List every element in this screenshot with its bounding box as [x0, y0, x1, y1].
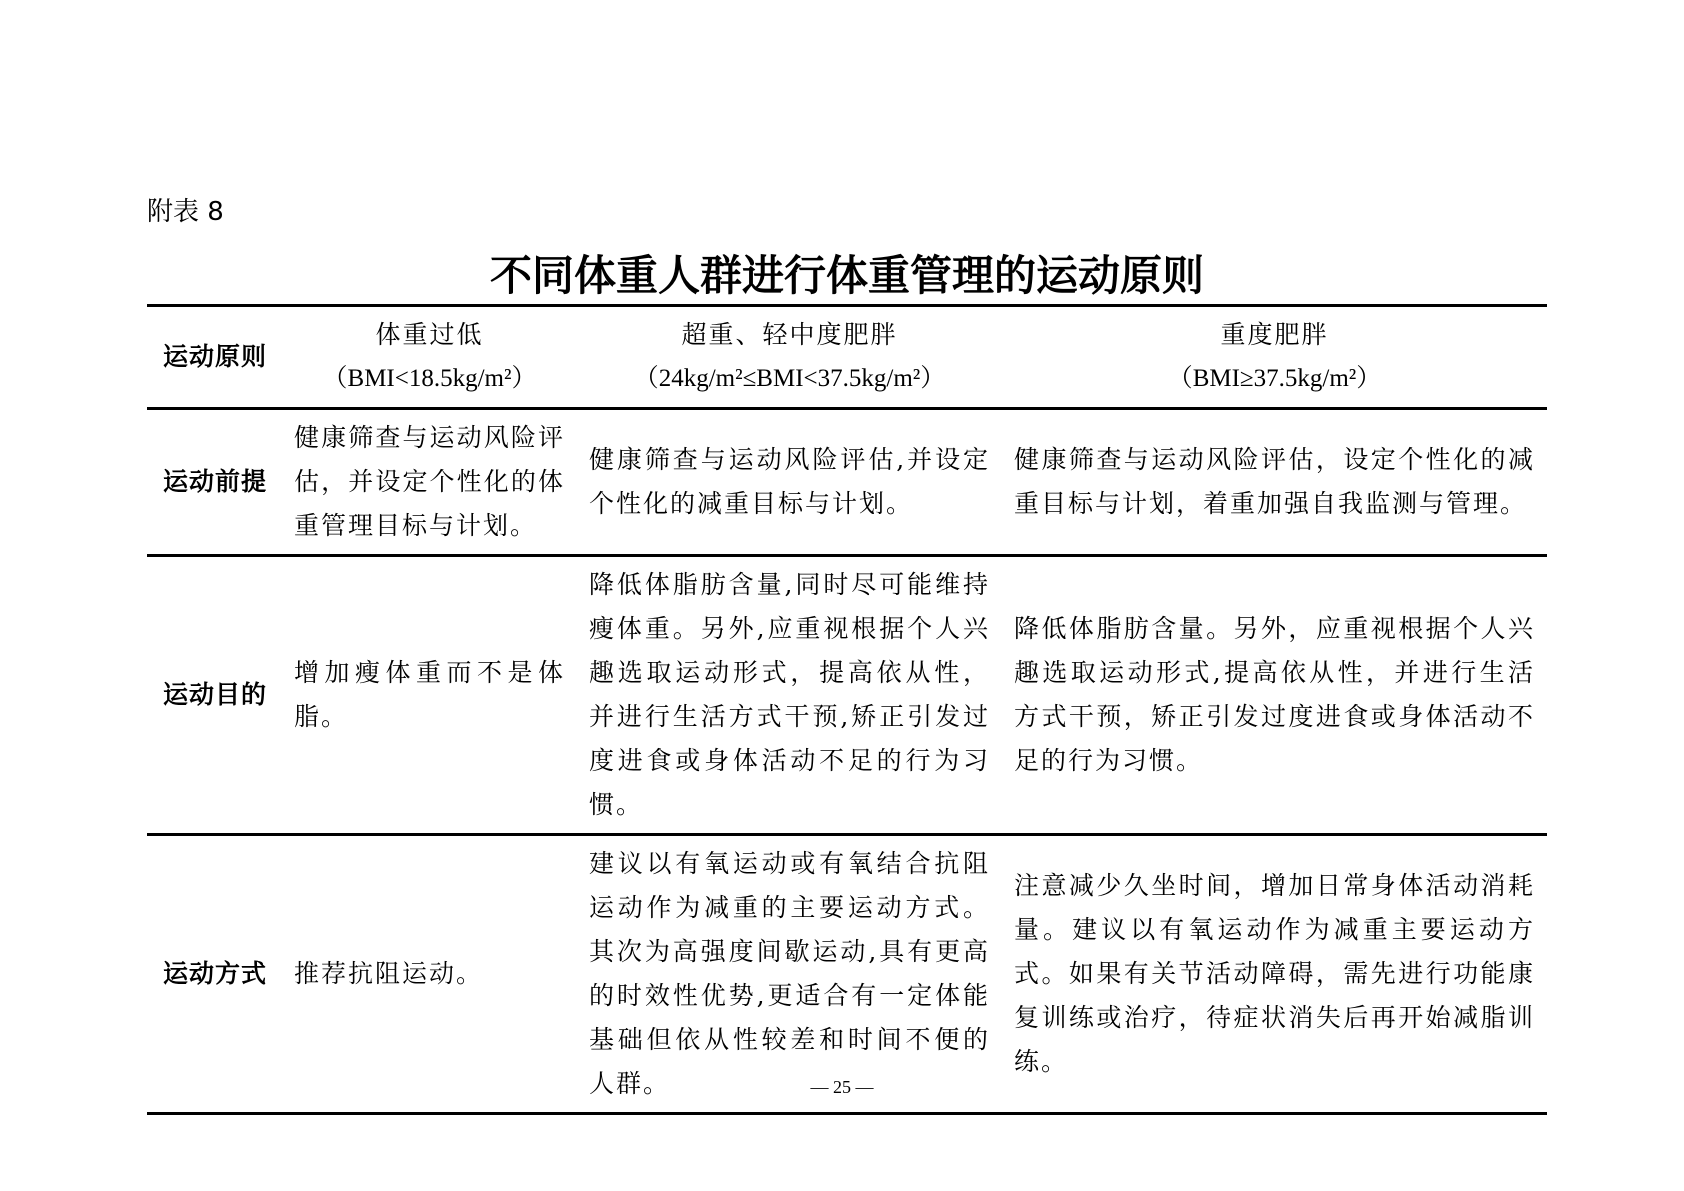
table-cell: 降低体脂肪含量。另外，应重视根据个人兴趣选取运动形式,提高依从性，并进行生活方式干预，矫正引发过度进食或身体活动不足的行为习惯。 [1002, 556, 1547, 835]
table-cell: 健康筛查与运动风险评估，并设定个性化的体重管理目标与计划。 [282, 409, 577, 556]
exercise-principles-table [147, 304, 1547, 1115]
column-header-underweight [282, 306, 577, 409]
row-label: 运动目的 [147, 556, 282, 835]
page-number: — 25 — [810, 1077, 874, 1097]
column-header-overweight [577, 306, 1002, 409]
document-title: 不同体重人群进行体重管理的运动原则 [489, 251, 1204, 300]
corner-header: 运动原则 [163, 342, 268, 371]
column-header-group: 重度肥胖 [1220, 320, 1329, 349]
column-header-group: 体重过低 [375, 320, 484, 349]
row-label: 运动方式 [147, 835, 282, 1114]
table-cell: 健康筛查与运动风险评估,并设定个性化的减重目标与计划。 [577, 409, 1002, 556]
column-header-bmi: （24kg/m²≤BMI<37.5kg/m²） [633, 365, 946, 392]
table-cell: 注意减少久坐时间，增加日常身体活动消耗量。建议以有氧运动作为减重主要运动方式。如果有关节活动障碍，需先进行功能康复训练或治疗，待症状消失后再开始减脂训练。 [1002, 835, 1547, 1114]
table-cell: 健康筛查与运动风险评估，设定个性化的减重目标与计划，着重加强自我监测与管理。 [1002, 409, 1547, 556]
table-row-method [147, 835, 1547, 1114]
table-row-prerequisite [147, 409, 1547, 556]
column-header-bmi: （BMI≥37.5kg/m²） [1167, 365, 1382, 392]
table-cell: 增加瘦体重而不是体脂。 [282, 556, 577, 835]
table-cell: 降低体脂肪含量,同时尽可能维持瘦体重。另外,应重视根据个人兴趣选取运动形式，提高依从性，并进行生活方式干预,矫正引发过度进食或身体活动不足的行为习惯。 [577, 556, 1002, 835]
column-header-severe-obesity [1002, 306, 1547, 409]
column-header-group: 超重、轻中度肥胖 [681, 320, 898, 349]
appendix-label: 附表 8 [147, 197, 224, 227]
column-header-bmi: （BMI<18.5kg/m²） [322, 365, 537, 392]
table-header-row [147, 306, 1547, 409]
row-label: 运动前提 [147, 409, 282, 556]
table-cell: 建议以有氧运动或有氧结合抗阻运动作为减重的主要运动方式。其次为高强度间歇运动,具有更高的时效性优势,更适合有一定体能基础但依从性较差和时间不便的人群。 [577, 835, 1002, 1114]
table-cell: 推荐抗阻运动。 [282, 835, 577, 1114]
table-row-purpose [147, 556, 1547, 835]
